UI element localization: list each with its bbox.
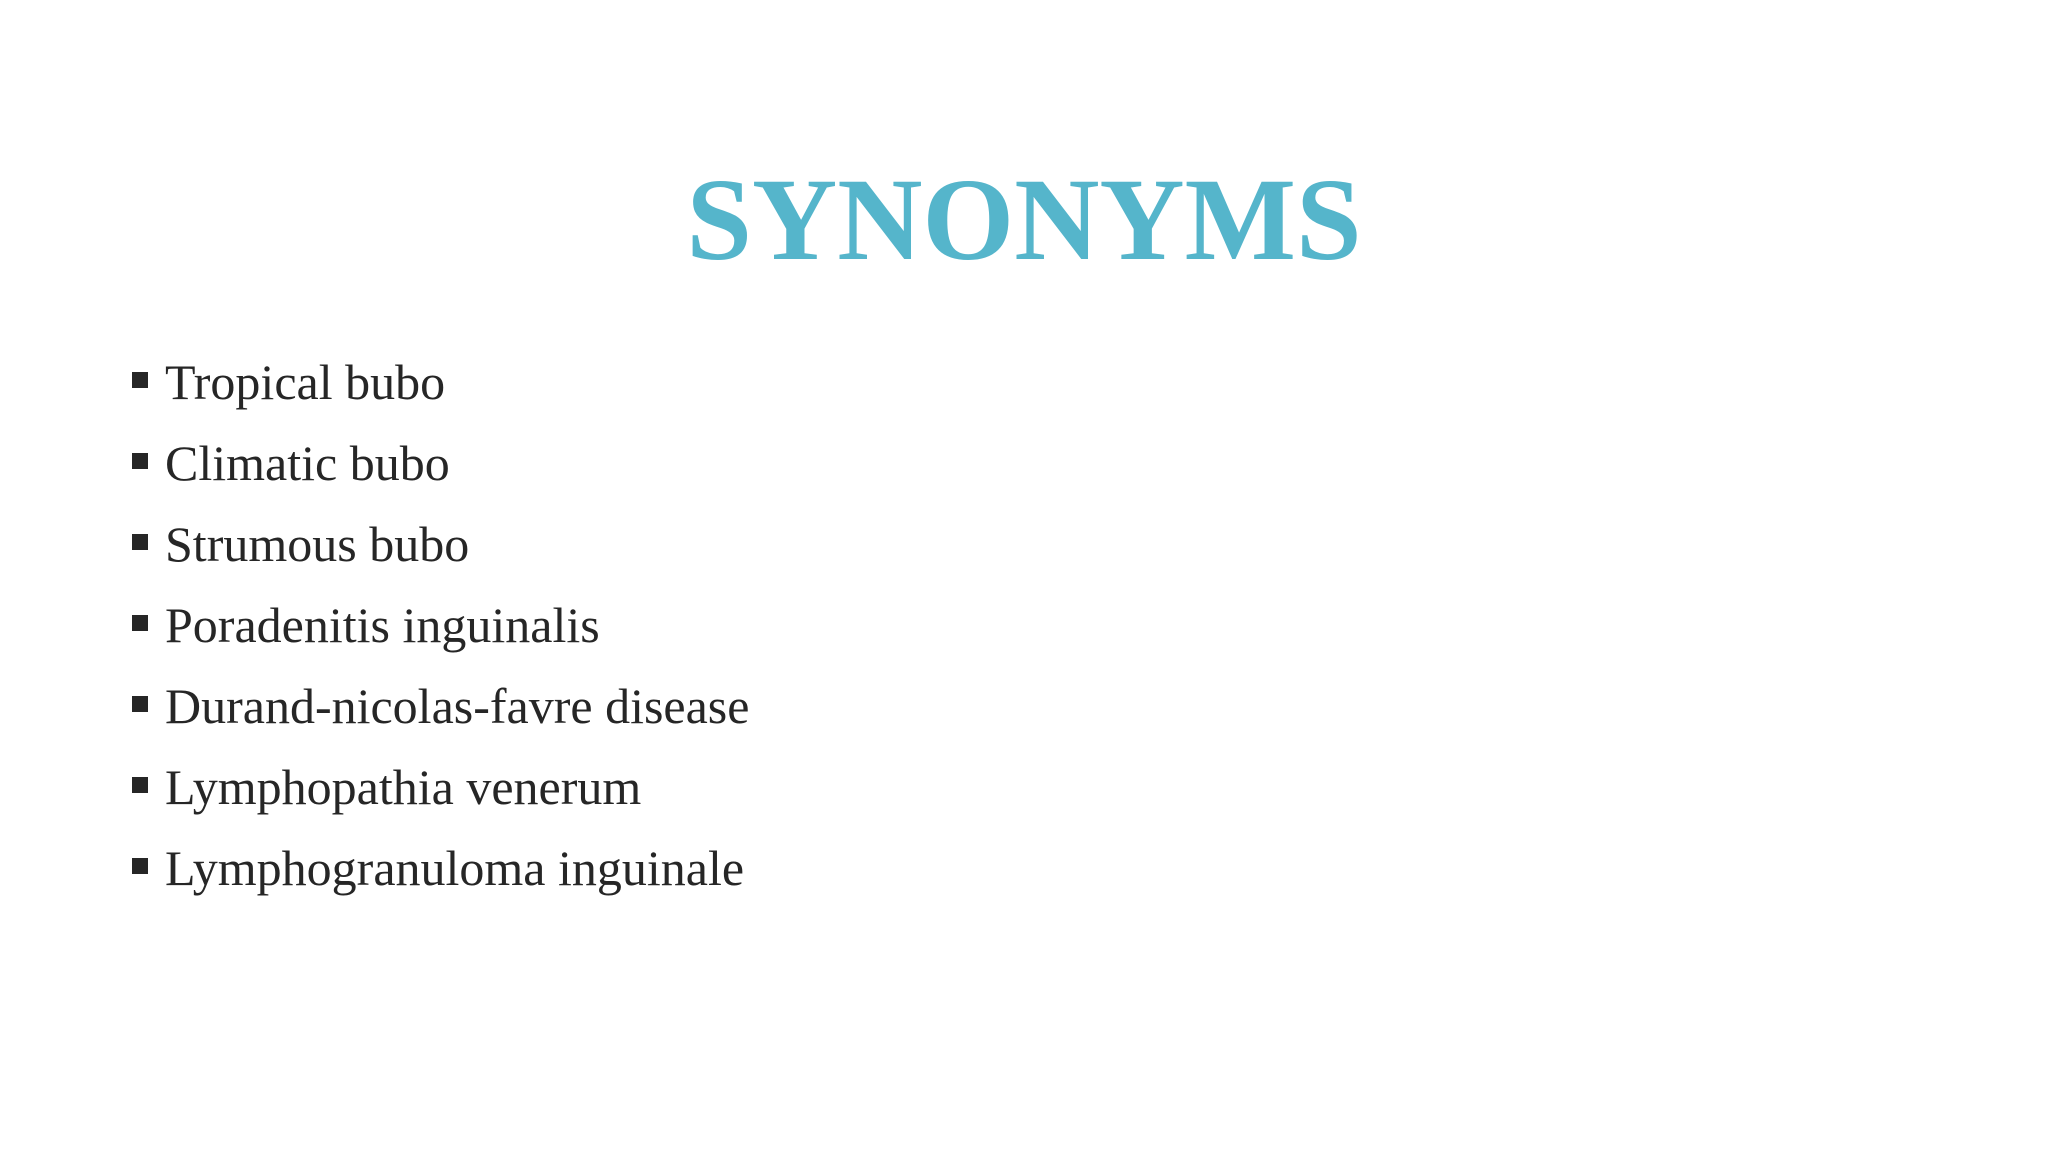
list-item <box>132 746 749 827</box>
list-item-text: Lymphogranuloma inguinale <box>165 839 745 896</box>
list-item <box>132 422 749 503</box>
square-bullet-icon <box>132 534 148 550</box>
square-bullet-icon <box>132 453 148 469</box>
list-item-text: Poradenitis inguinalis <box>165 596 600 653</box>
square-bullet-icon <box>132 372 148 388</box>
synonyms-list <box>132 341 749 908</box>
square-bullet-icon <box>132 777 148 793</box>
list-item <box>132 503 749 584</box>
list-item-text: Lymphopathia venerum <box>165 758 642 815</box>
list-item-text: Climatic bubo <box>165 434 450 491</box>
list-item-text: Strumous bubo <box>165 515 470 572</box>
list-item <box>132 584 749 665</box>
list-item <box>132 665 749 746</box>
square-bullet-icon <box>132 615 148 631</box>
list-item-text: Tropical bubo <box>165 353 446 410</box>
square-bullet-icon <box>132 696 148 712</box>
square-bullet-icon <box>132 858 148 874</box>
slide-title: SYNONYMS <box>686 154 1362 285</box>
list-item <box>132 827 749 908</box>
list-item <box>132 341 749 422</box>
list-item-text: Durand-nicolas-favre disease <box>165 677 750 734</box>
